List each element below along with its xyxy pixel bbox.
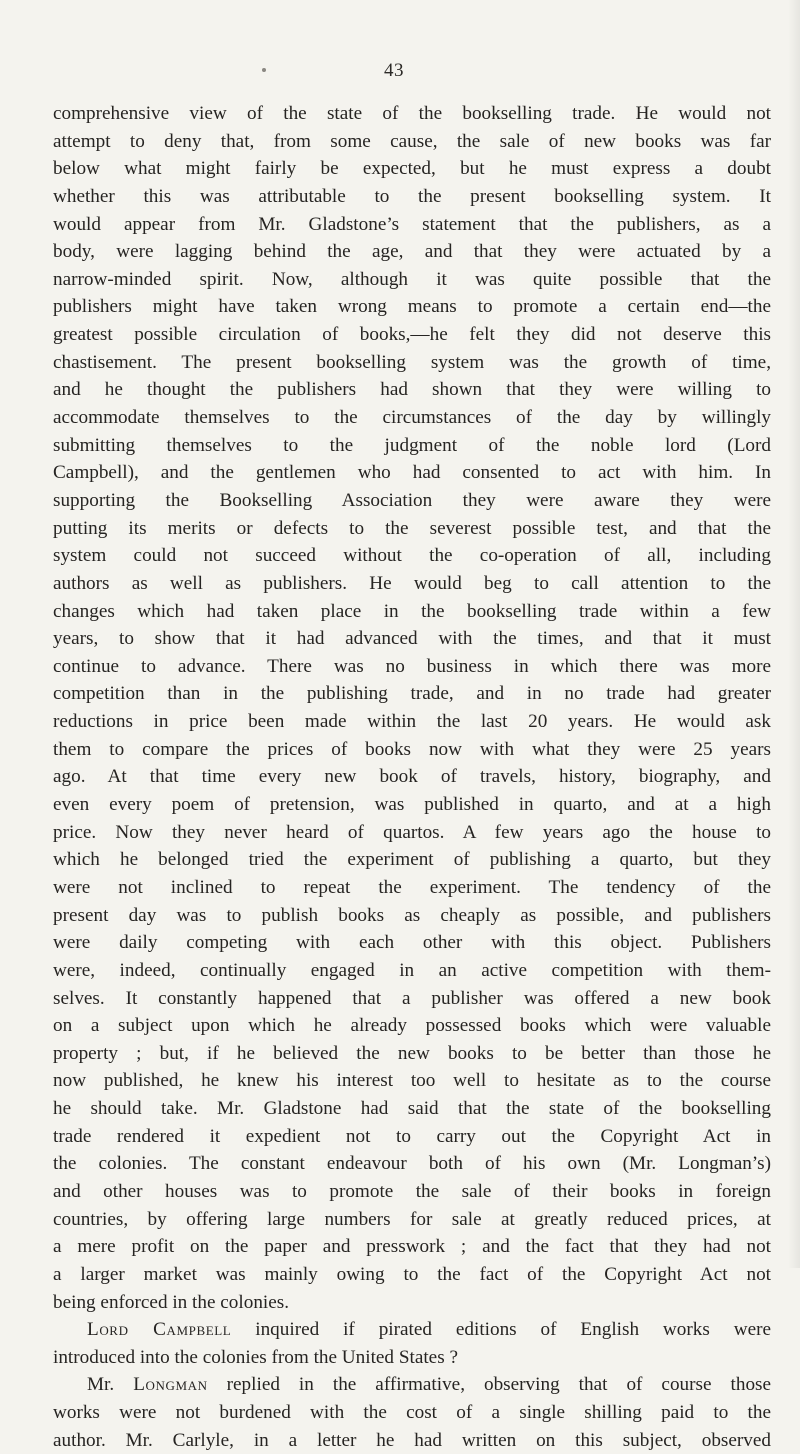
text-line: he should take. Mr. Gladstone had said that the state of the bookselling: [53, 1098, 771, 1120]
text-line: supporting the Bookselling Association they were aware they were: [53, 489, 771, 511]
text-line: were, indeed, continually engaged in an active competition with them-: [53, 959, 771, 981]
printing-mark: [262, 68, 266, 72]
text-line: body, were lagging behind the age, and that they were actuated by a: [53, 241, 771, 263]
text-line: a mere profit on the paper and presswork ; and the fact that they had not: [53, 1236, 771, 1258]
text-line: whether this was attributable to the present bookselling system. It: [53, 185, 771, 207]
text-line: putting its merits or defects to the severest possible test, and that the: [53, 517, 771, 539]
body-text: [53, 100, 771, 1454]
text-line: price. Now they never heard of quartos. A few years ago the house to: [53, 821, 771, 843]
speaker-title: Mr.: [87, 1374, 115, 1396]
text-line: property ; but, if he believed the new books to be better than those he: [53, 1042, 771, 1064]
text-line: and he thought the publishers had shown that they were willing to: [53, 379, 771, 401]
speaker-name: Longman: [133, 1374, 208, 1396]
text-line: years, to show that it had advanced with the times, and that it must: [53, 628, 771, 650]
text-line: reductions in price been made within the last 20 years. He would ask: [53, 711, 771, 733]
text-line: continue to advance. There was no business in which there was more: [53, 655, 771, 677]
text-line: introduced into the colonies from the United States ?: [53, 1346, 458, 1368]
page-edge-shadow: [788, 0, 800, 1268]
text-line: would appear from Mr. Gladstone’s statement that the publishers, as a: [53, 213, 771, 235]
page-number: 43: [384, 60, 404, 81]
text-line: narrow-minded spirit. Now, although it was quite possible that the: [53, 268, 771, 290]
text-line: greatest possible circulation of books,—he felt they did not deserve this: [53, 324, 771, 346]
text-line: competition than in the publishing trade, and in no trade had greater: [53, 683, 771, 705]
text-line: works were not burdened with the cost of a single shilling paid to the: [53, 1402, 771, 1424]
text-line: ago. At that time every new book of travels, history, biography, and: [53, 766, 771, 788]
speaker-name: Lord Campbell: [87, 1319, 232, 1341]
text-line: selves. It constantly happened that a publisher was offered a new book: [53, 987, 771, 1009]
text-line: submitting themselves to the judgment of the noble lord (Lord: [53, 434, 771, 456]
text-line: present day was to publish books as cheaply as possible, and publishers: [53, 904, 771, 926]
text-line: them to compare the prices of books now with what they were 25 years: [53, 738, 771, 760]
speaker-paragraph-mr-longman: [53, 1371, 771, 1399]
text-line: Campbell), and the gentlemen who had consented to act with him. In: [53, 462, 771, 484]
text-line: accommodate themselves to the circumstances of the day by willingly: [53, 407, 771, 429]
text-line: countries, by offering large numbers for sale at greatly reduced prices, at: [53, 1208, 771, 1230]
text-line: trade rendered it expedient not to carry out the Copyright Act in: [53, 1125, 771, 1147]
text-line: were daily competing with each other with this object. Publishers: [53, 932, 771, 954]
text-line: even every poem of pretension, was published in quarto, and at a high: [53, 794, 771, 816]
text-line: below what might fairly be expected, but he must express a doubt: [53, 158, 771, 180]
text-line: the colonies. The constant endeavour both of his own (Mr. Longman’s): [53, 1153, 771, 1175]
text-line: authors as well as publishers. He would beg to call attention to the: [53, 572, 771, 594]
text-line: which he belonged tried the experiment of publishing a quarto, but they: [53, 849, 771, 871]
text-line: attempt to deny that, from some cause, the sale of new books was far: [53, 130, 771, 152]
text-line: chastisement. The present bookselling system was the growth of time,: [53, 351, 771, 373]
text-line: comprehensive view of the state of the bookselling trade. He would not: [53, 103, 771, 124]
speaker-paragraph-lord-campbell: [53, 1316, 771, 1344]
text-line: system could not succeed without the co-operation of all, including: [53, 545, 771, 567]
text-line: changes which had taken place in the bookselling trade within a few: [53, 600, 771, 622]
text-line: a larger market was mainly owing to the fact of the Copyright Act not: [53, 1263, 771, 1285]
text-line: and other houses was to promote the sale of their books in foreign: [53, 1180, 771, 1202]
text-line: on a subject upon which he already possessed books which were valuable: [53, 1015, 771, 1037]
text-line: were not inclined to repeat the experiment. The tendency of the: [53, 876, 771, 898]
text-line: being enforced in the colonies.: [53, 1291, 290, 1313]
speaker-text: inquired if pirated editions of English works were: [255, 1319, 771, 1341]
text-line: author. Mr. Carlyle, in a letter he had written on this subject, observed: [53, 1429, 771, 1451]
speaker-text: replied in the affirmative, observing that of course those: [226, 1374, 771, 1396]
text-line: now published, he knew his interest too well to hesitate as to the course: [53, 1070, 771, 1092]
text-line: publishers might have taken wrong means to promote a certain end—the: [53, 296, 771, 318]
